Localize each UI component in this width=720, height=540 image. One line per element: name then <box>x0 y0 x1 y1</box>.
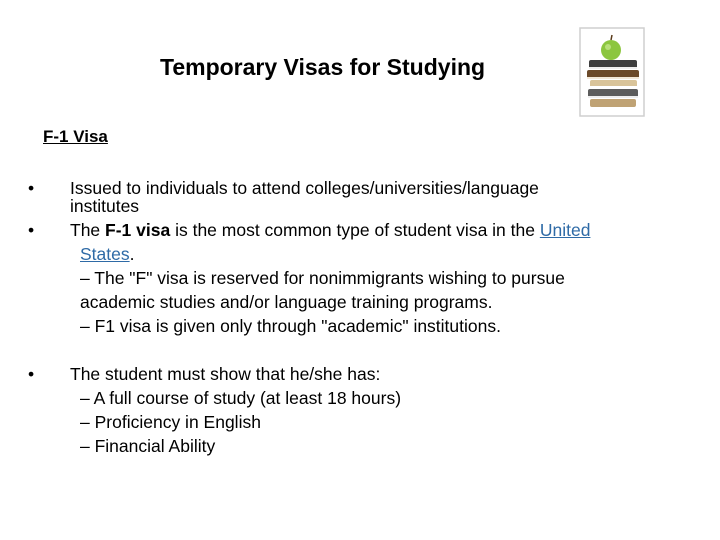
list-item-text: Financial Ability <box>94 436 216 456</box>
list-item <box>80 386 401 410</box>
bullet2-text-pre: The <box>70 220 106 240</box>
bullet2-bold-term: F-1 visa <box>105 220 171 240</box>
bullet1-line2: institutes <box>70 196 140 216</box>
sub-bullet1-text1: The "F" visa is reserved for nonimmigrants wishing to pursue <box>94 268 565 288</box>
list-item <box>80 410 261 434</box>
list-item-text: Proficiency in English <box>94 412 261 432</box>
dash-marker: – <box>80 412 90 432</box>
sub-bullet-line1 <box>80 266 565 290</box>
bullet2-text-mid: is the most common type of student visa in the <box>170 220 540 240</box>
bullet2-text-end: . <box>129 244 135 264</box>
sub-bullet-line2 <box>80 314 501 338</box>
united-states-link[interactable]: United <box>539 220 591 240</box>
united-states-link-continued[interactable]: States <box>80 244 130 264</box>
bullet-marker: • <box>28 178 35 198</box>
dash-marker: – <box>80 316 90 336</box>
slide-title: Temporary Visas for Studying <box>160 54 486 80</box>
bullet1-line1: Issued to individuals to attend colleges/universities/language <box>70 178 539 198</box>
dash-marker: – <box>80 436 90 456</box>
bullet-marker: • <box>28 220 35 240</box>
section-heading: F-1 Visa <box>43 127 108 146</box>
bullet3-text: The student must show that he/she has: <box>70 364 381 384</box>
bullet-marker: • <box>28 364 35 384</box>
dash-marker: – <box>80 268 90 288</box>
bullet2-line1 <box>70 218 590 242</box>
dash-marker: – <box>80 388 90 408</box>
sub-bullet1-text2: academic studies and/or language training programs. <box>80 292 493 312</box>
books-with-apple-icon <box>578 26 646 118</box>
list-item <box>80 434 215 458</box>
bullet2-line2 <box>80 242 135 266</box>
sub-bullet2-text: F1 visa is given only through "academic" institutions. <box>94 316 501 336</box>
list-item-text: A full course of study (at least 18 hours) <box>93 388 402 408</box>
